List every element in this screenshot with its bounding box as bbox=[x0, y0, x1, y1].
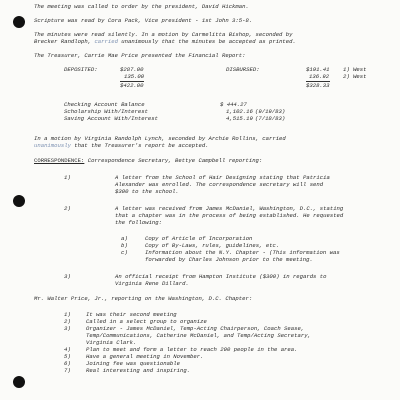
wash-item-text: Joining fee was questionable bbox=[86, 360, 180, 367]
treasurer-motion-2: unanimously that the Treasurer's report be accepted. bbox=[34, 142, 209, 149]
punch-hole bbox=[13, 195, 25, 207]
minutes-line-2: Brecker Randloph, carried unanimously that the minutes be accepted as printed. bbox=[34, 38, 296, 45]
disbursed-label: DISBURSED: bbox=[226, 66, 260, 73]
wash-item-number: 5) bbox=[64, 353, 71, 360]
subitem-text: Copy of Article of Incorporation bbox=[145, 235, 253, 242]
subitem-number: c) bbox=[121, 249, 128, 256]
scripture-line: Scripture was read by Cora Pack, Vice president - 1st John 3:5-8. bbox=[34, 17, 253, 24]
balance-date: (7/18/83) bbox=[255, 115, 286, 122]
item-text: A letter was received from James McDaniel, Washington, D.C., stating bbox=[115, 205, 344, 212]
disbursement-total: $328.33 bbox=[306, 82, 330, 89]
wash-item-number: 6) bbox=[64, 360, 71, 367]
item-number: 1) bbox=[64, 174, 71, 181]
wash-item-number: 1) bbox=[64, 311, 71, 318]
item-text: A letter from the School of Hair Designing stating that Patricia bbox=[115, 174, 330, 181]
minutes-line: The minutes were read silently. In a motion by Carmelitta Bishop, seconded by bbox=[34, 31, 293, 38]
disbursement-amount: 136.92 bbox=[309, 73, 330, 80]
item-text: Virginia Rene Dillard. bbox=[115, 280, 189, 287]
item-text: Alexander was enrolled. The correspondence secretary will send bbox=[115, 181, 324, 188]
subitem-text: Information about the N.Y. Chapter - (This information was bbox=[145, 249, 340, 256]
balance-label: Saving Account With/Interest bbox=[64, 115, 158, 122]
wash-item-number: 4) bbox=[64, 346, 71, 353]
wash-item-text: Real interesting and inspiring. bbox=[86, 367, 191, 374]
wash-item-text: Virginia Clark. bbox=[86, 339, 137, 346]
deposited-label: DEPOSITED: bbox=[64, 66, 98, 73]
subitem-number: b) bbox=[121, 242, 128, 249]
subitem-text: forwarded by Charles Johnson prior to the meeting. bbox=[145, 256, 313, 263]
item-text: An official receipt from Hampton Institute ($300) in regards to bbox=[115, 273, 327, 280]
balance-value: $ 444.27 bbox=[220, 101, 247, 108]
balance-value: 4,515.19 bbox=[226, 115, 253, 122]
correspondence-heading-line: CORRESPONDENCE: Correspondence Secretary, Bettye Campbell reporting: bbox=[34, 157, 263, 164]
subitem-text: Copy of By-Laws, rules, guidelines, etc. bbox=[145, 242, 280, 249]
balance-label: Checking Account Balance bbox=[64, 101, 145, 108]
punch-hole bbox=[13, 16, 25, 28]
balance-date: (9/19/83) bbox=[255, 108, 286, 115]
balance-label: Scholarship With/Interest bbox=[64, 108, 148, 115]
wash-item-number: 3) bbox=[64, 325, 71, 332]
deposit-amount: 135.00 bbox=[124, 73, 145, 80]
wash-item-number: 2) bbox=[64, 318, 71, 325]
washington-intro: Mr. Walter Price, Jr., reporting on the Washington, D.C. Chapter: bbox=[34, 295, 253, 302]
subitem-number: a) bbox=[121, 235, 128, 242]
disbursement-note: 1) West bbox=[343, 66, 367, 73]
item-text: $300 to the school. bbox=[115, 188, 179, 195]
wash-item-text: Have a general meeting in November. bbox=[86, 353, 204, 360]
item-text: the following: bbox=[115, 219, 162, 226]
disbursement-amount: $191.41 bbox=[306, 66, 330, 73]
item-number: 3) bbox=[64, 273, 71, 280]
punch-hole bbox=[13, 376, 25, 388]
wash-item-text: Plan to meet and form a letter to reach 200 people in the area. bbox=[86, 346, 298, 353]
correspondence-heading: CORRESPONDENCE: bbox=[34, 157, 85, 164]
disbursement-note: 2) West bbox=[343, 73, 367, 80]
wash-item-text: Temp/Communications, Catherine McDaniel, and Temp/Acting Secretary, bbox=[86, 332, 311, 339]
treasurer-motion: In a motion by Virginia Randolph Lynch, seconded by Archie Rollins, carried bbox=[34, 135, 286, 142]
balance-value: 1,102.16 bbox=[226, 108, 253, 115]
wash-item-text: It was their second meeting bbox=[86, 311, 177, 318]
item-text: that a chapter was in the process of being established. He requested bbox=[115, 212, 344, 219]
wash-item-number: 7) bbox=[64, 367, 71, 374]
wash-item-text: Called in a select group to organize bbox=[86, 318, 207, 325]
deposit-amount: $287.00 bbox=[120, 66, 144, 73]
call-to-order: The meeting was called to order by the president, David Hickman. bbox=[34, 3, 249, 10]
treasurer-line: The Treasurer, Carrie Mae Price presented the Financial Report: bbox=[34, 52, 246, 59]
deposit-total: $422.00 bbox=[120, 82, 144, 89]
item-number: 2) bbox=[64, 205, 71, 212]
wash-item-text: Organizer - James McDaniel, Temp-Acting Chairperson, Coach Sease, bbox=[86, 325, 305, 332]
